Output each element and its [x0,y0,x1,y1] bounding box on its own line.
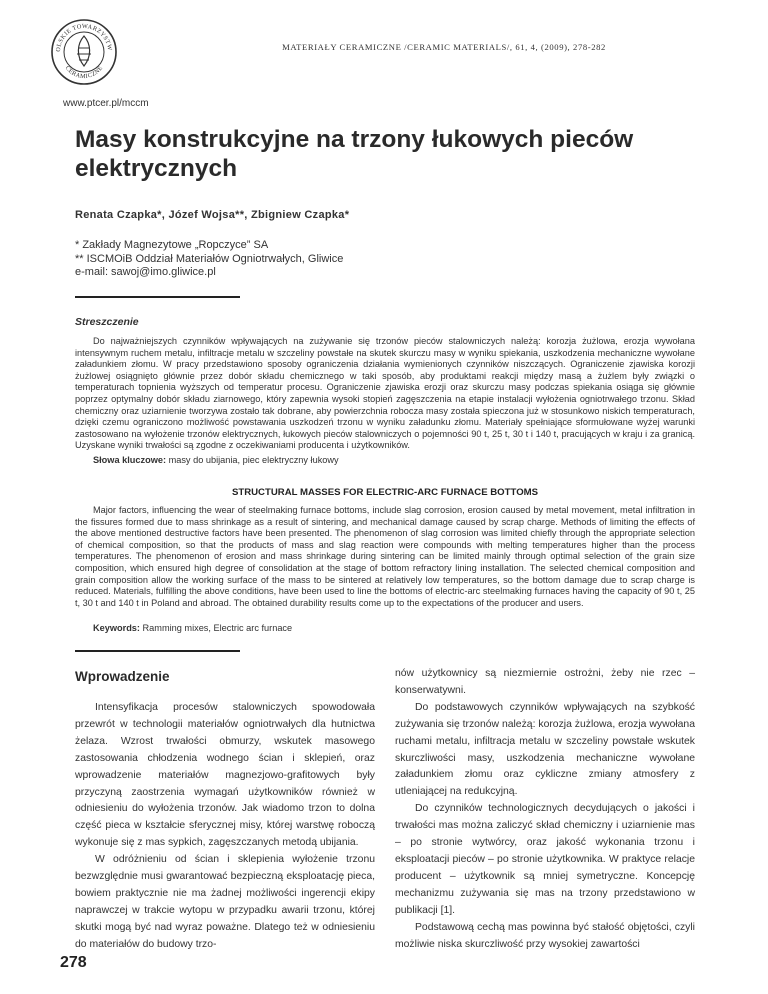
abstract-pl-text: Do najważniejszych czynników wpływających na zużywanie się trzonów pieców stalowniczych należą: korozja żużlowa, erozja wywołana intensywnym ruchem metalu, infiltracje metalu w szczeliny powstałe na skutek skurczu masy w wyniku spiekania, uszkodzenia mechaniczne wywołane załadunkiem złomu. W pracy przedstawiono sposoby ograniczenia działania wymienionych czynników niszczących. Ograniczenie zjawiska korozji żużlowej osiągnięto głównie przez dobór składu chemicznego w taki sposób, aby produktami reakcji między masą a żużlem były związki o temperaturach topnienia wyższych od temperatur procesu. Ograniczenie zjawiska erozji oraz skurczu masy podczas spiekania osiąga się głównie poprzez optymalny dobór składu ziarnowego, który zapewnia wysoki stopień zagęszczenia na etapie instalacji wyłożenia ogniotrwałego trzonu. Skład chemiczny oraz uziarnienie tworzywa zostało tak dobrane, aby powierzchnia robocza masy została spieczona już w stosunkowo niskich temperaturach, dzięki czemu ograniczono możliwość powstawania uszkodzeń trzonu w wyniku załadunku złomu. Materiały spełniające sformułowane wyżej warunki zastosowano na wyłożenie trzonów elektrycznych, łukowych pieców stalowniczych o pojemności 90 t, 25 t, 30 t i 140 t, pracujących w kraju i za granicą. Uzyskane wyniki trwałości są zgodne z oczekiwaniami producenta i użytkowników. [75,336,695,451]
affiliations [75,239,343,280]
divider [75,296,240,298]
keywords-pl-value: masy do ubijania, piec elektryczny łukowy [168,455,339,465]
paragraph: W odróżnieniu od ścian i sklepienia wyłożenie trzonu bezwzględnie musi gwarantować bezpieczną eksploatację pieca, bowiem praktycznie nie ma żadnej możliwości ingerencji ekipy naprawczej w trakcie wytopu w przypadku awarii trzonu, której skutki mogą być nad wyraz poważne. Dlatego też w odniesieniu do materiałów do budowy trzo- [75,854,375,950]
keywords-pl [93,455,339,465]
authors: Renata Czapka*, Józef Wojsa**, Zbigniew Czapka* [75,209,350,221]
keywords-pl-label: Słowa kluczowe: [93,455,167,465]
keywords-en-value: Ramming mixes, Electric arc furnace [142,623,293,633]
article-title [75,125,715,183]
abstract-en-text: Major factors, influencing the wear of steelmaking furnace bottoms, include slag corrosion, erosion caused by metal movement, metal infiltration in the fissures formed due to mass shrinkage as a result of sintering, and mechanical damage caused by scrap charge. Methods of limiting the effects of the above mentioned destructive factors have been presented. The phenomenon of slag corrosion was limited chiefly through the appropriate selection of chemical composition, so that the products of mass and slag reaction were compounds with melting temperatures higher than the process temperatures. The phenomenon of erosion and mass shrinkage during sintering can be limited mainly through optimal selection of the grain size composition, which ensured high degree of consolidation at the stage of bottom refractory lining installation. The selected chemical composition and grain composition allow the working surface of the mass to be sintered at relatively low temperatures, so the bottom damage due to scrap charge is reduced. Materials, fulfilling the above conditions, have been used to line the bottoms of electric-arc steelmaking furnaces having the capacity of 90 t, 25 t, 30 t and 140 t in Poland and abroad. The obtained durability results come up to the expectations of the producer and users. [75,505,695,608]
section-heading: Wprowadzenie [75,669,170,684]
keywords-en [93,623,292,633]
journal-header: MATERIAŁY CERAMICZNE /CERAMIC MATERIALS/, 61, 4, (2009), 278-282 [282,42,606,52]
society-seal-logo [50,18,118,86]
paragraph: Do podstawowych czynników wpływających na szybkość zużywania się trzonów należą: korozja żużlowa, erozja wywołana ruchami metalu, infiltracja metalu w szczeliny powstałe wskutek skurczliwości masy, uszkodzenia mechaniczne wywołane załadunkiem złomu oraz cykliczne zmiany atmosfery z utleniającej na redukcyjną. [395,701,695,798]
left-column [75,700,375,954]
title-line-2: elektrycznych [75,155,238,182]
paragraph: Do czynników technologicznych decydujących o jakości i trwałości mas można zaliczyć skład chemiczny i uziarnienie mas – po stronie wytwórcy, oraz jakość wykonania trzonu i eksploatacji pieców – po stronie użytkownika. W praktyce relacje producent – użytkownik są mniej symetryczne. Koncepcję mechanizmu zużywania się mas na trzony przedstawiono w publikacji [1]. [395,803,695,916]
svg-text:POLSKIE TOWARZYSTWO: OLSKIE TOWARZYSTW [54,22,114,53]
journal-url[interactable]: www.ptcer.pl/mccm [63,98,149,109]
contact-email[interactable]: e-mail: sawoj@imo.gliwice.pl [75,266,216,278]
paragraph: Intensyfikacja procesów stalowniczych spowodowała przewrót w technologii materiałów ogniotrwałych dla hutnictwa żelaza. Wzrost trwałości obmurzy, wskutek masowego zastosowania chłodzenia wodnego ścian i sklepień, oraz wprowadzenie materiałów magnezjowo-grafitowych były przyczyną zaostrzenia wymagań użytkowników również w odniesieniu do wyłożenia trzonów. Jak wiadomo trzon to dolna część pieca w kształcie sferycznej misy, której warstwę roboczą wykonuje się z mas sypkich, zagęszczanych metodą ubijania. [75,702,375,849]
abstract-heading-pl: Streszczenie [75,316,139,328]
divider [75,650,240,652]
page-number: 278 [60,954,87,971]
paragraph: Podstawową cechą mas powinna być stałość objętości, czyli możliwie niska skurczliwość przy wysokiej zawartości [395,921,695,950]
affiliation-1: * Zakłady Magnezytowe „Ropczyce” SA [75,239,269,251]
title-line-1: Masy konstrukcyjne na trzony łukowych pieców [75,126,634,153]
paragraph: nów użytkownicy są niezmiernie ostrożni, żeby nie rzec – konserwatywni. [395,668,695,696]
keywords-en-label: Keywords: [93,623,140,633]
right-column [395,666,695,953]
svg-text:CERAMICZNE: CERAMICZNE [63,64,105,81]
english-title: STRUCTURAL MASSES FOR ELECTRIC-ARC FURNACE BOTTOMS [231,487,539,498]
affiliation-2: ** ISCMOiB Oddział Materiałów Ogniotrwałych, Gliwice [75,252,344,265]
